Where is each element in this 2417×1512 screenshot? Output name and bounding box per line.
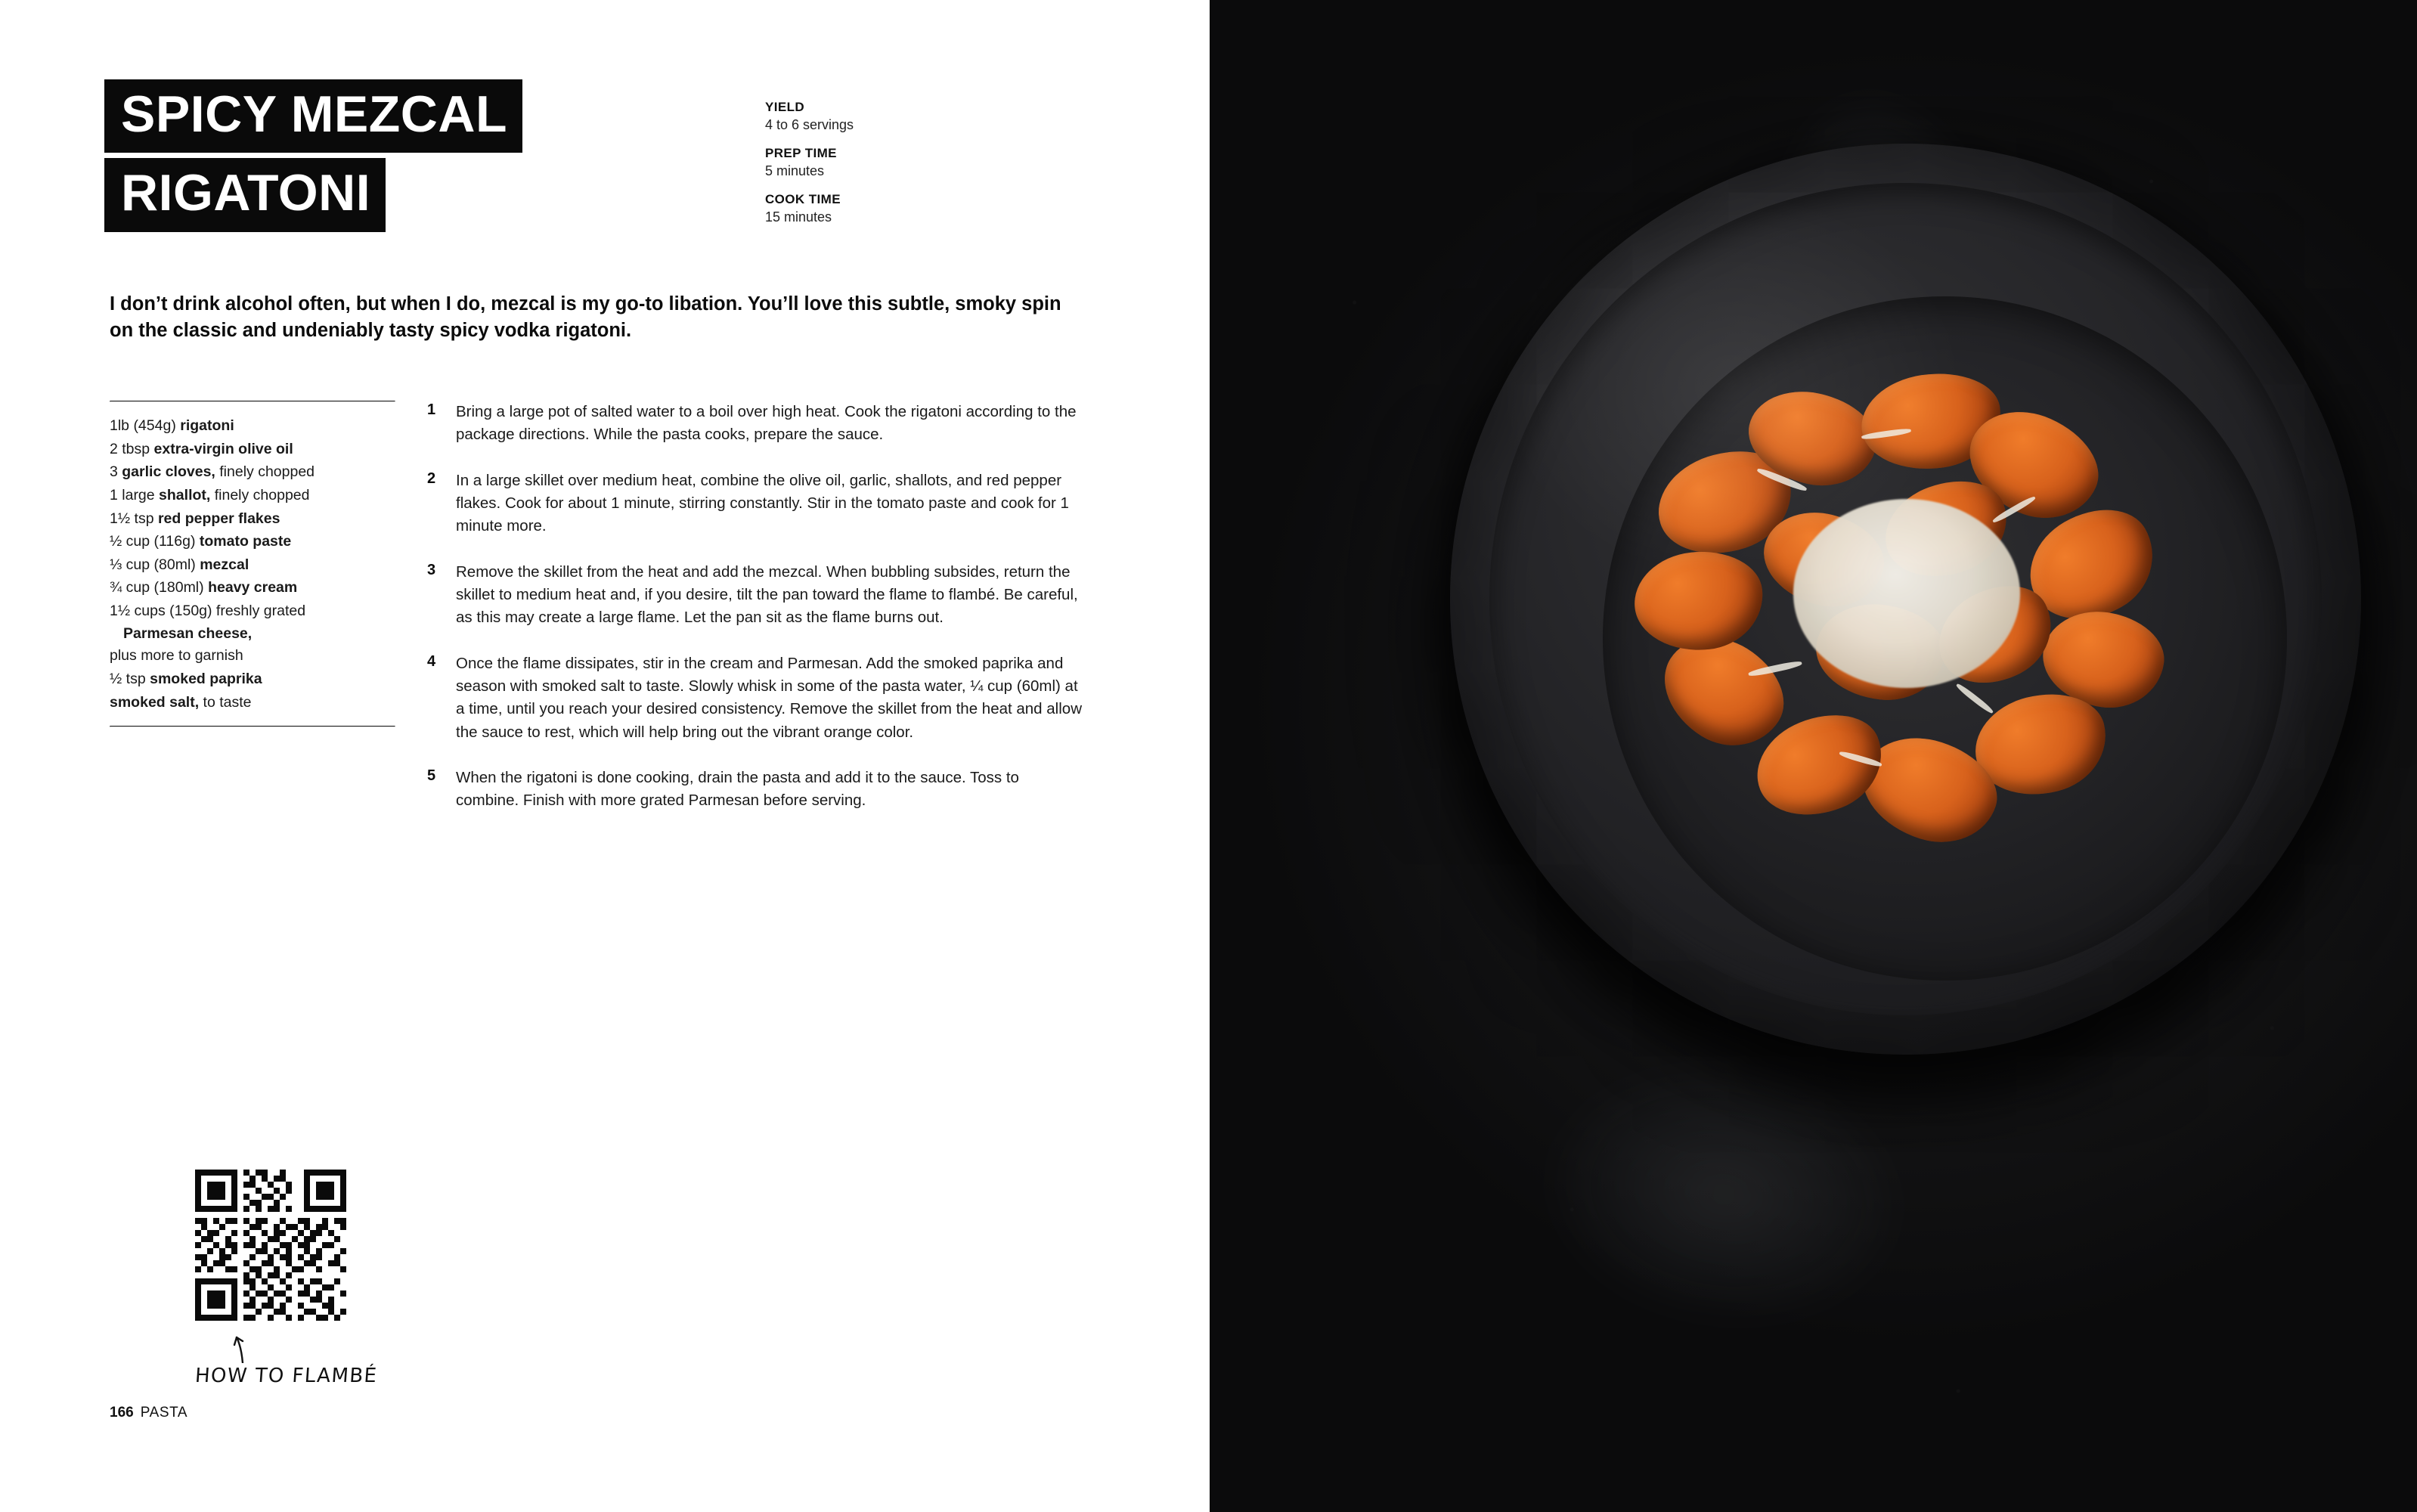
meta-cook-time-value: 15 minutes [765, 209, 832, 225]
ingredient-amount: ½ tsp [110, 670, 150, 687]
step-number: 5 [427, 767, 436, 784]
arrow-up-icon [230, 1328, 256, 1363]
ingredient-note: plus more to garnish [110, 647, 243, 665]
list-item [110, 461, 395, 484]
ingredient-note: to taste [199, 693, 252, 711]
ingredient-name: extra-virgin olive oil [153, 440, 293, 457]
page-number: 166 [110, 1405, 134, 1421]
list-item [110, 668, 395, 691]
list-item [110, 692, 395, 714]
ingredient-amount: 3 [110, 463, 122, 481]
ingredient-name: tomato paste [199, 533, 292, 550]
section-name: PASTA [140, 1405, 188, 1421]
ingredient-amount: 1½ cups (150g) freshly grated [110, 603, 306, 619]
qr-caption: HOW TO FLAMBÉ [194, 1365, 379, 1387]
recipe-body [110, 393, 1085, 835]
step-text: Remove the skillet from the heat and add the mezcal. When bubbling subsides, return the skillet to medium heat and, if you desire, tilt the pan toward the flame to flambé. Be careful, as this may create a large flame. Let the pan sit as the flame burns out. [456, 562, 1078, 627]
meta-prep-time-value: 5 minutes [765, 163, 825, 178]
instructions-column [427, 393, 1085, 835]
meta-prep-time [765, 146, 962, 179]
step-number: 3 [427, 561, 436, 578]
meta-cook-time-label: COOK TIME [765, 192, 841, 206]
list-item [110, 438, 395, 461]
ingredient-amount: 1lb (454g) [110, 417, 181, 434]
step-text: When the rigatoni is done cooking, drain the pasta and add it to the sauce. Toss to combine. Finish with more grated Parmesan before serving. [456, 768, 1019, 810]
recipe-title-line-1: SPICY MEZCAL [104, 79, 522, 153]
recipe-meta [765, 100, 962, 238]
ingredient-name: shallot, [159, 486, 211, 503]
step-text: Once the flame dissipates, stir in the cream and Parmesan. Add the smoked paprika and season with smoked salt to taste. Slowly whisk in some of the pasta water, ¼ cup (60ml) at a time, until you reach your desired consistency. Remove the skillet from the heat and allow the sauce to rest, which will help bring out the vibrant orange color. [456, 654, 1082, 741]
instruction-step [427, 561, 1085, 630]
meta-yield [765, 100, 962, 133]
ingredient-name: mezcal [200, 556, 249, 573]
ingredient-name: rigatoni [180, 417, 234, 434]
ingredient-name: red pepper flakes [157, 510, 280, 527]
page-footer [110, 1405, 187, 1421]
ingredients-rule-bottom [110, 726, 395, 727]
meta-yield-value: 4 to 6 servings [765, 117, 854, 132]
ingredient-name: Parmesan cheese, [123, 624, 253, 642]
recipe-intro: I don’t drink alcohol often, but when I do, mezcal is my go-to libation. You’ll love this subtle, smoky spin on the classic and undeniably tasty spicy vodka rigatoni. [110, 293, 1061, 342]
ingredient-amount: 1 large [110, 486, 160, 503]
instruction-step [427, 652, 1085, 744]
ingredient-note: finely chopped [210, 486, 310, 503]
recipe-photo-page [1210, 0, 2417, 1512]
recipe-title [104, 79, 522, 232]
ingredient-amount: ½ cup (116g) [110, 533, 200, 550]
ingredient-name: smoked paprika [150, 670, 262, 687]
meta-cook-time [765, 192, 962, 225]
step-text: In a large skillet over medium heat, combine the olive oil, garlic, shallots, and red pepper flakes. Cook for about 1 minute, stirring constantly. Stir in the tomato paste and cook for 1 minute more. [456, 471, 1069, 535]
meta-prep-time-label: PREP TIME [765, 146, 837, 160]
step-number: 4 [427, 652, 436, 670]
qr-code-icon[interactable] [195, 1170, 346, 1321]
ingredient-name: heavy cream [208, 579, 298, 596]
step-number: 1 [427, 401, 436, 418]
ingredient-amount: ⅓ cup (80ml) [110, 556, 200, 573]
list-item [110, 577, 395, 600]
photo-highlight [1497, 189, 1966, 582]
list-item [110, 600, 395, 668]
qr-code-block[interactable] [194, 1170, 379, 1387]
list-item [110, 415, 395, 438]
step-text: Bring a large pot of salted water to a boil over high heat. Cook the rigatoni according to the package directions. While the pasta cooks, prepare the sauce. [456, 403, 1077, 444]
ingredient-name: garlic cloves, [122, 463, 215, 481]
ingredient-amount: 1½ tsp [110, 510, 158, 527]
ingredient-amount: 2 tbsp [110, 440, 154, 457]
list-item [110, 485, 395, 507]
list-item [110, 508, 395, 531]
step-number: 2 [427, 469, 436, 487]
ingredients-column [110, 393, 395, 835]
instruction-step [427, 401, 1085, 447]
ingredient-note: finely chopped [215, 463, 315, 481]
list-item [110, 531, 395, 553]
instruction-step [427, 767, 1085, 813]
ingredients-list [110, 402, 395, 726]
ingredient-name: smoked salt, [110, 693, 200, 711]
instruction-step [427, 469, 1085, 538]
list-item [110, 554, 395, 577]
cheese-shred [1955, 682, 1994, 714]
ingredient-amount: ¾ cup (180ml) [110, 579, 209, 596]
recipe-title-line-2: RIGATONI [104, 158, 386, 231]
meta-yield-label: YIELD [765, 100, 805, 114]
